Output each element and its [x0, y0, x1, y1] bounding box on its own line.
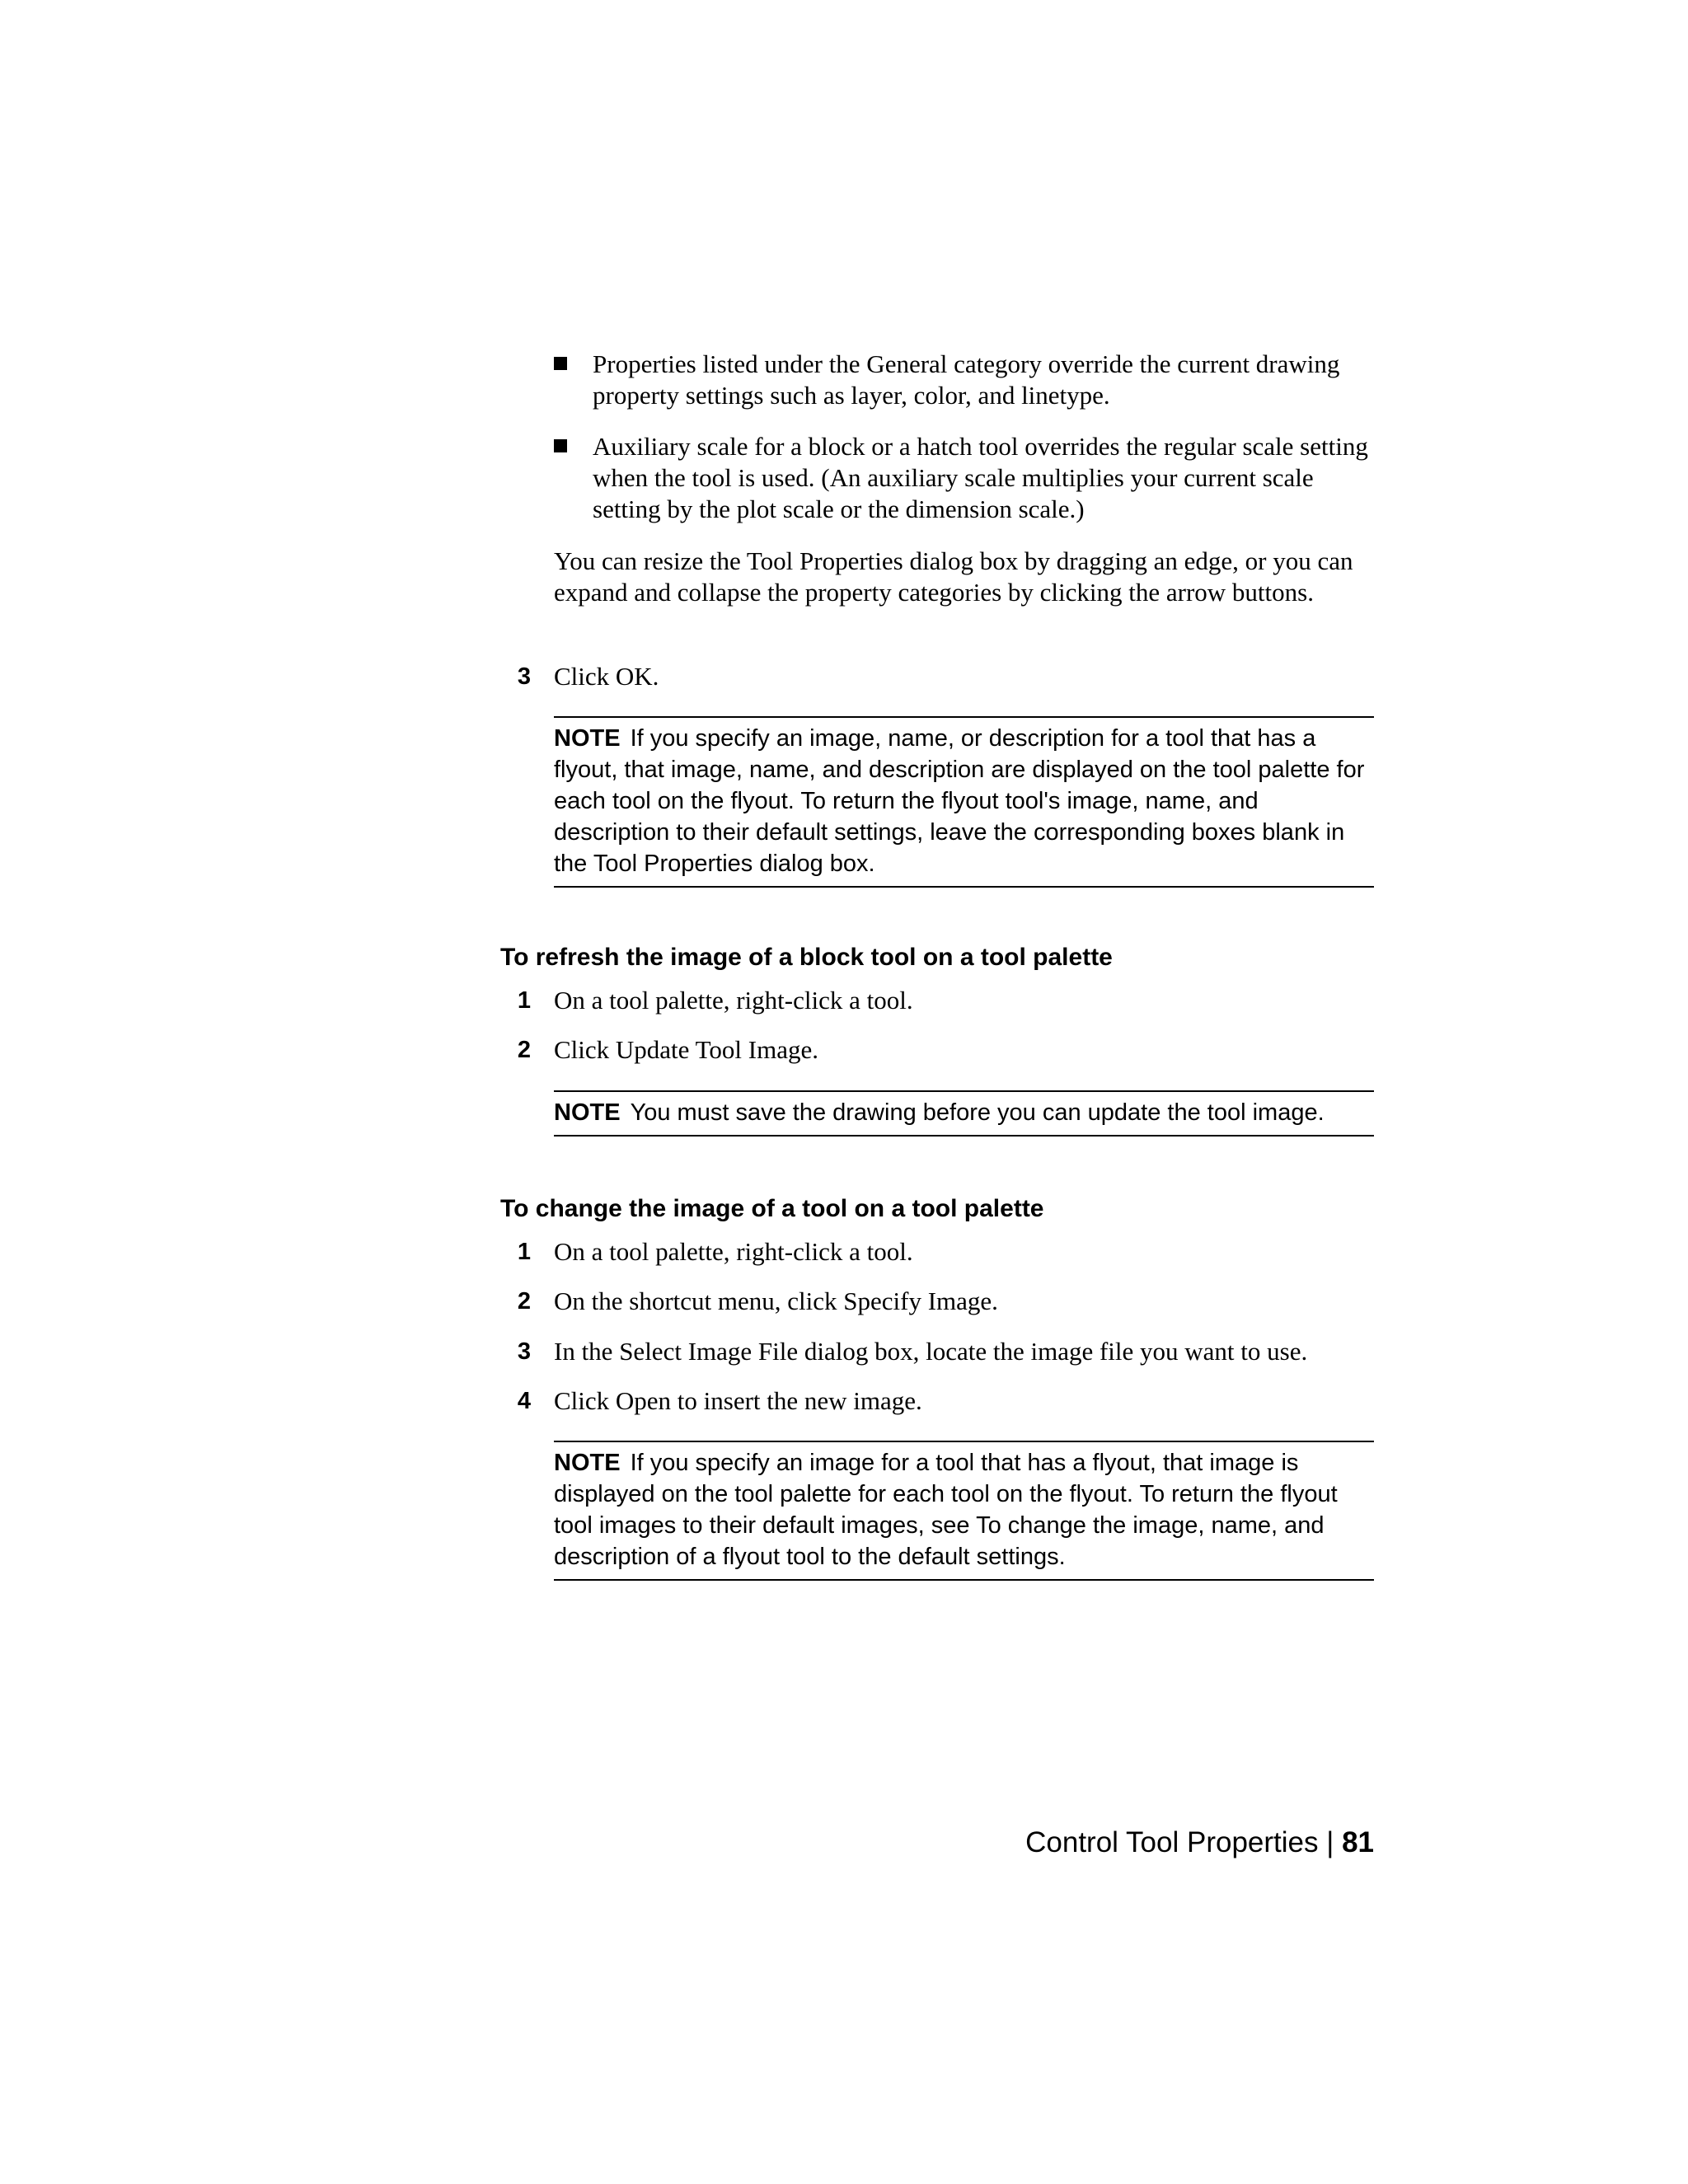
step-item	[495, 1385, 1374, 1417]
note-box	[554, 1441, 1374, 1581]
step-text: Click Update Tool Image.	[554, 1035, 818, 1064]
page-footer	[1025, 1825, 1374, 1861]
bullet-item	[554, 349, 1374, 411]
page-number: 81	[1342, 1826, 1374, 1858]
bullet-item	[554, 431, 1374, 525]
resize-paragraph: You can resize the Tool Properties dialog box by dragging an edge, or you can expand and collapse the property categories by clicking the arrow buttons.	[554, 546, 1353, 607]
note-box	[554, 716, 1374, 888]
step-number: 4	[517, 1388, 531, 1414]
step-item	[495, 1034, 1374, 1066]
note-text: If you specify an image, name, or description for a tool that has a flyout, that image, name, and description are displayed on the tool palette for each tool on the flyout. To return the flyout tool's image, name, and description to their default settings, leave the corresponding boxes blank in the Tool Properties dialog box.	[554, 725, 1365, 877]
section-heading-refresh: To refresh the image of a block tool on a tool palette	[500, 944, 1113, 971]
step-number: 2	[517, 1288, 531, 1315]
step-number: 1	[517, 987, 531, 1014]
bullet-text: Auxiliary scale for a block or a hatch tool overrides the regular scale setting when the tool is used. (An auxiliary scale multiplies your current scale setting by the plot scale or the dimension scale.)	[593, 432, 1368, 523]
section-heading-change: To change the image of a tool on a tool palette	[500, 1195, 1044, 1222]
note-text: If you specify an image for a tool that has a flyout, that image is displayed on the tool palette for each tool on the flyout. To return the flyout tool images to their default images, see To change the image, name, and description of a flyout tool to the default settings.	[554, 1450, 1338, 1570]
step-text: On a tool palette, right-click a tool.	[554, 1237, 913, 1266]
note-label: NOTE	[554, 1450, 621, 1476]
step-text: Click OK.	[554, 662, 659, 691]
step-number: 2	[517, 1037, 531, 1063]
step-text: Click Open to insert the new image.	[554, 1386, 922, 1415]
step-text: In the Select Image File dialog box, locate the image file you want to use.	[554, 1337, 1308, 1366]
step-text: On the shortcut menu, click Specify Image.	[554, 1286, 998, 1315]
step-item	[495, 985, 1374, 1016]
step-item	[495, 1336, 1374, 1367]
note-text: You must save the drawing before you can update the tool image.	[630, 1099, 1325, 1126]
step-item	[495, 1286, 1374, 1317]
step-number: 3	[517, 663, 531, 690]
step-item	[495, 661, 1374, 692]
step-item	[495, 1236, 1374, 1268]
step-number: 1	[517, 1239, 531, 1265]
footer-separator: |	[1326, 1826, 1334, 1858]
footer-section-title: Control Tool Properties	[1025, 1826, 1319, 1858]
note-label: NOTE	[554, 725, 621, 752]
step-number: 3	[517, 1338, 531, 1365]
note-box	[554, 1090, 1374, 1137]
bullet-text: Properties listed under the General category override the current drawing property settings such as layer, color, and linetype.	[593, 349, 1340, 410]
bullet-square-icon	[554, 439, 567, 452]
note-label: NOTE	[554, 1099, 621, 1126]
step-text: On a tool palette, right-click a tool.	[554, 986, 913, 1015]
bullet-square-icon	[554, 357, 567, 370]
